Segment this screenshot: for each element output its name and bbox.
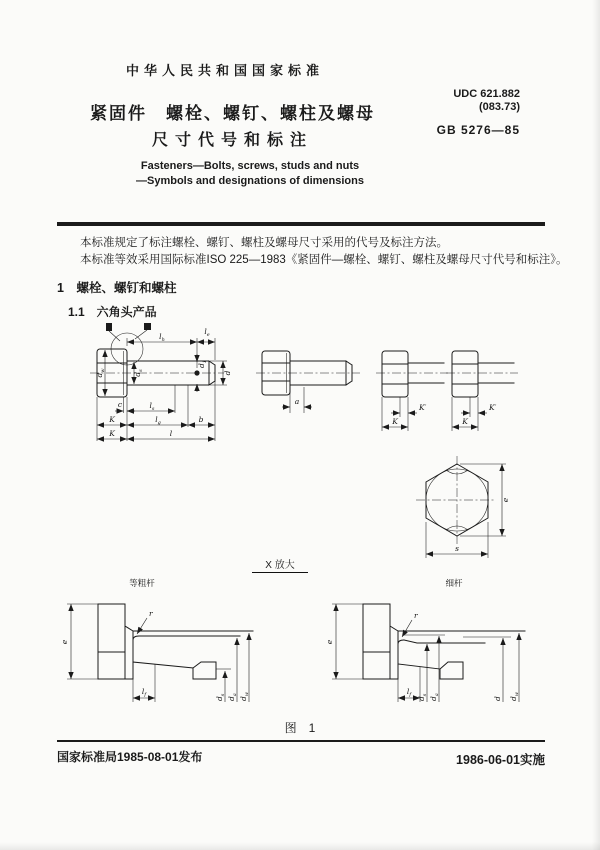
dimension-label: K [392, 417, 398, 426]
dimension-label: $l_h$ [159, 332, 165, 344]
bolt-head-section [98, 604, 133, 679]
footer-implemented-date: 1986-06-01实施 [456, 753, 545, 767]
footer-issued-date: 国家标准局1985-08-01发布 [57, 750, 203, 764]
national-standard-heading: 中华人民共和国国家标准 [125, 63, 324, 78]
dimension-label: e [60, 639, 69, 645]
dimension-label: K [109, 415, 115, 424]
hex-head-end-view-drawing [400, 452, 530, 570]
dimension-label: b [198, 415, 204, 424]
dimension-label: l [169, 429, 173, 438]
bolt-head-section [363, 604, 398, 679]
section-1-1-heading: 1.1 六角头产品 [68, 305, 157, 319]
figure-caption: 图 1 [284, 721, 316, 735]
dimension-label: r [149, 609, 153, 618]
udc-line2: (083.73) [479, 101, 520, 114]
udc-number [415, 88, 520, 114]
reduced-shank-detail [325, 578, 525, 702]
footer-rule [57, 740, 545, 742]
dimension-label: a [294, 397, 300, 406]
thread-runout [193, 662, 216, 679]
dimension-label: r [414, 611, 418, 620]
scope-paragraph: 本标准规定了标注螺栓、螺钉、螺柱及螺母尺寸采用的代号及标注方法。 [80, 237, 448, 249]
page-title-cn-line2: 尺寸代号和标注 [151, 132, 313, 149]
dimension-label: $l_e$ [204, 327, 210, 339]
dimension-label: e [501, 497, 510, 503]
iso-equivalence-paragraph: 本标准等效采用国际标准ISO 225—1983《紧固件—螺栓、螺钉、螺柱及螺母尺寸代号和标注》。 [80, 254, 568, 266]
hex-bolt-views-drawing [60, 323, 520, 453]
dimension-label: K′ [419, 403, 427, 412]
page-title-cn-line1: 紧固件 螺栓、螺钉、螺柱及螺母 [90, 104, 375, 123]
dimension-label: $l_s$ [149, 401, 155, 413]
detail-x-flag-icon [144, 323, 151, 330]
dimension-label: $d_s$ [215, 693, 227, 701]
scan-edge-shadow-bottom [0, 842, 600, 850]
detail-x-label: X 放大 [252, 556, 308, 573]
dimension-label: d [223, 370, 232, 376]
dimension-label: $d_a$ [227, 693, 239, 701]
hex-bolt-side-view [90, 323, 232, 441]
dimension-label: c [117, 400, 123, 409]
udc-line1: UDC 621.882 [453, 88, 520, 100]
page-title-en-line1: Fasteners—Bolts, screws, studs and nuts [140, 160, 360, 172]
dimension-label: K′ [489, 403, 497, 412]
dimension-label: K [462, 417, 468, 426]
thread-runout [440, 662, 463, 679]
dimension-label: e [325, 639, 334, 645]
section-1-heading: 1 螺栓、螺钉和螺柱 [57, 281, 177, 295]
bolt-head [382, 351, 408, 397]
dimension-label: $l_f$ [406, 687, 412, 699]
dimension-label: $d_w$ [95, 368, 107, 378]
dimension-label: $l_g$ [155, 415, 161, 427]
dimension-label: $d_1$ [197, 360, 209, 368]
hex-head-view-1 [376, 351, 448, 431]
page-title-en-line2: —Symbols and designations of dimensions [136, 175, 364, 187]
detail-x-drawings [55, 574, 545, 719]
scan-edge-shadow-right [592, 0, 600, 850]
dimension-label: $d_w$ [509, 691, 521, 701]
bolt-head [452, 351, 478, 397]
hex-head-end-view [416, 456, 510, 558]
detail-title: 细杆 [445, 578, 463, 588]
dimension-label: $d_a$ [429, 693, 441, 701]
dimension-label: s [455, 544, 459, 553]
dimension-label: d [493, 696, 502, 701]
dimension-label: $l_f$ [141, 687, 147, 699]
full-shank-detail [60, 578, 253, 702]
detail-title: 等粗杆 [129, 578, 155, 588]
standard-code: GB 5276—85 [436, 123, 520, 137]
dimension-label: $d_w$ [239, 691, 251, 701]
dimension-label: K [109, 429, 115, 438]
dimension-label: $d_s$ [417, 693, 429, 701]
dimension-label: $d_s$ [133, 369, 145, 377]
hex-bolt-short-view [256, 351, 360, 413]
header-rule [57, 222, 545, 226]
fillet-r-flag-icon [106, 323, 112, 331]
hex-head-view-2 [446, 351, 518, 431]
